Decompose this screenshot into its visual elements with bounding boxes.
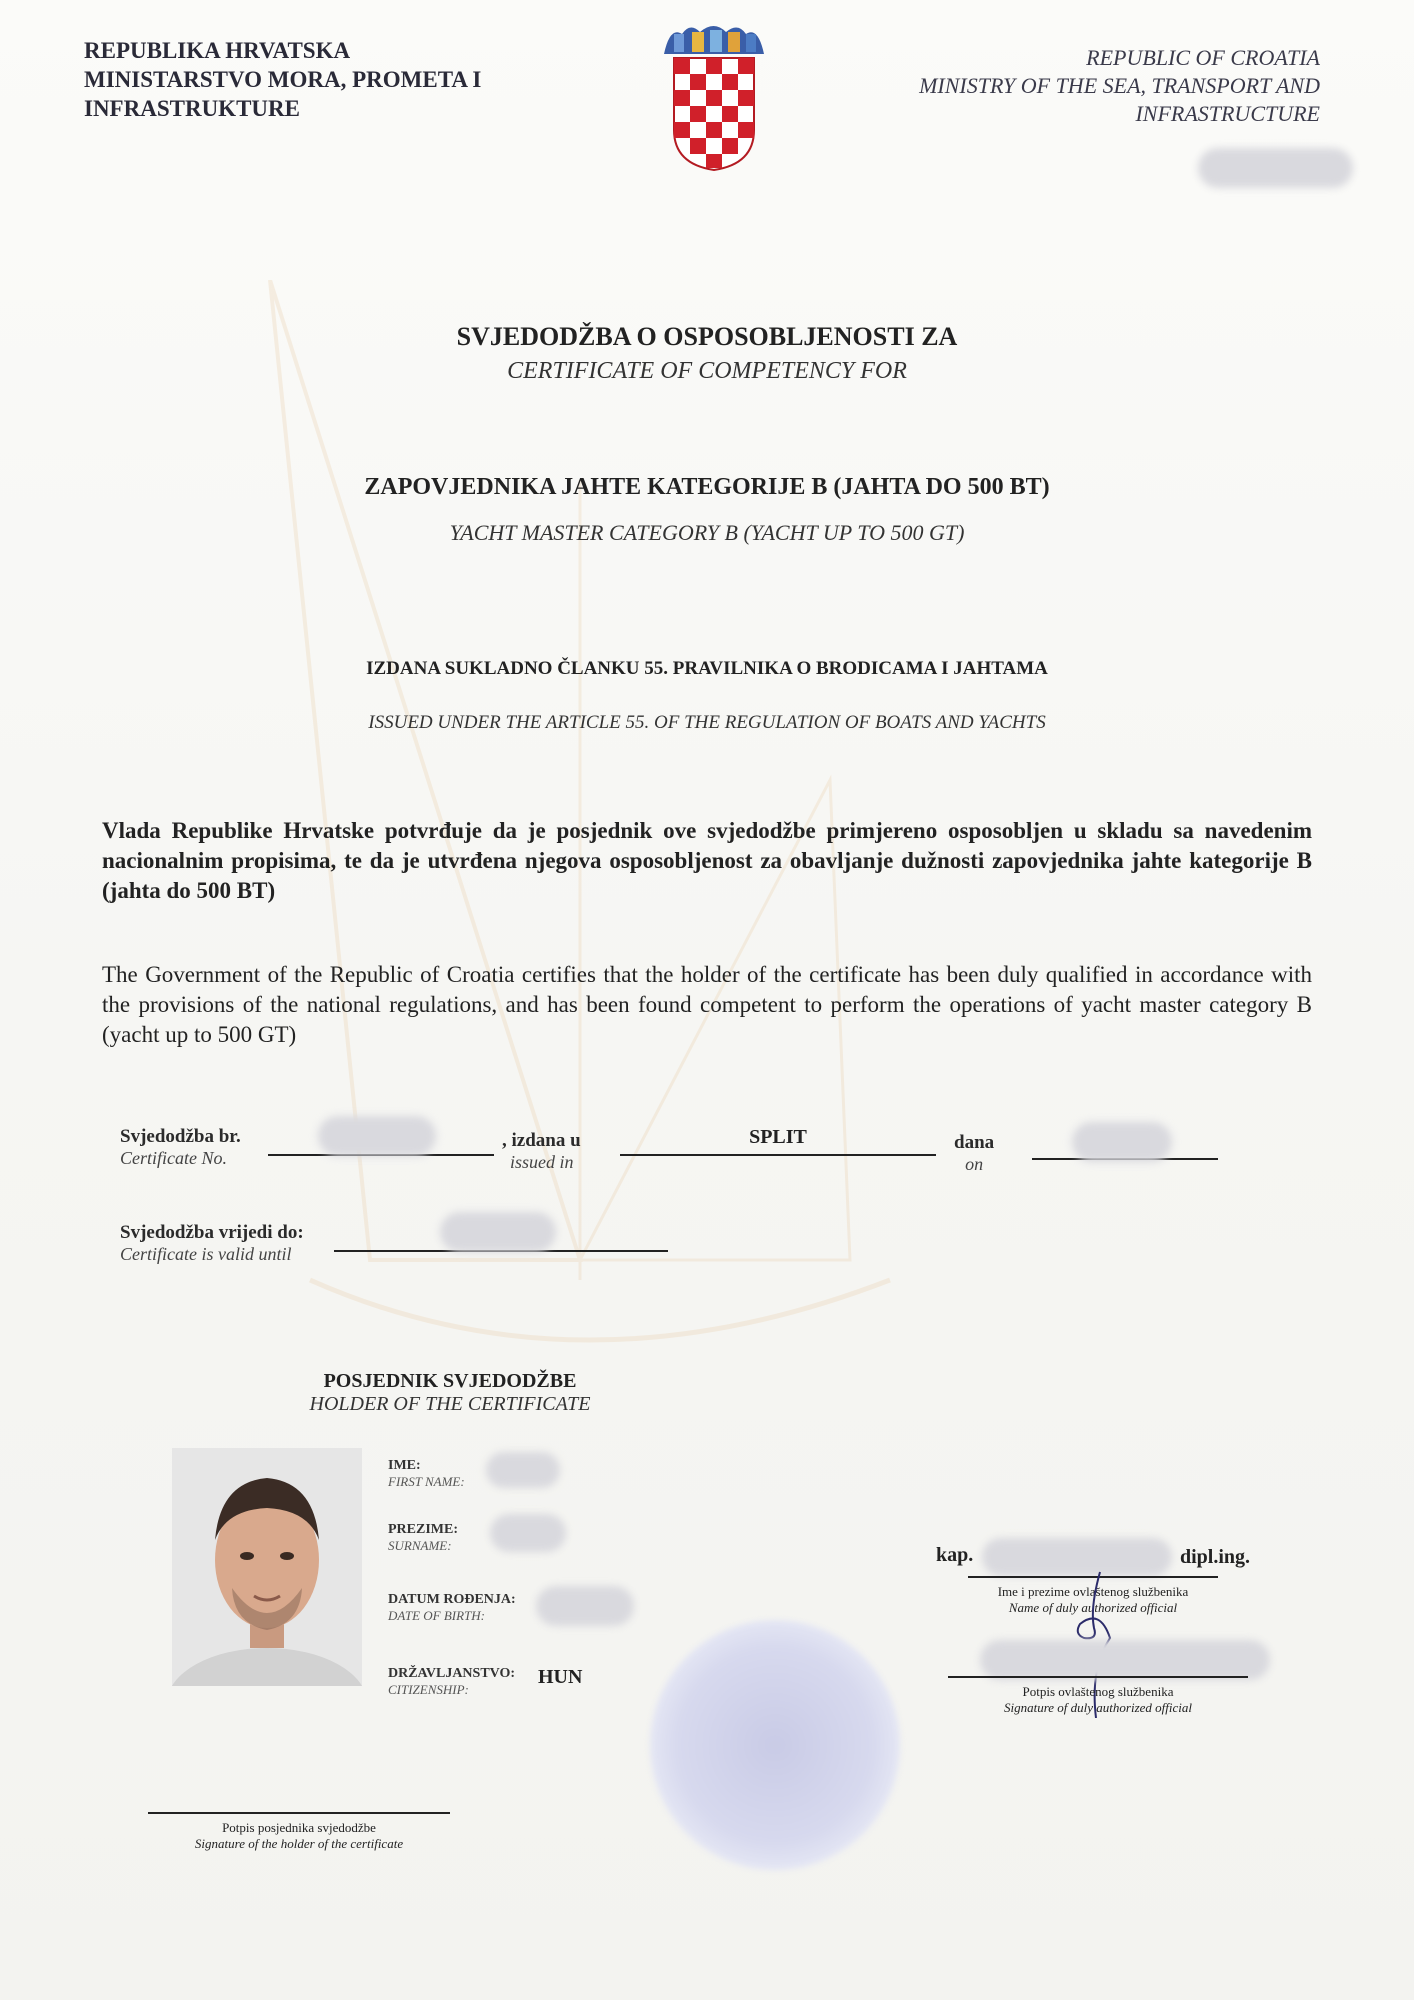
title-en: CERTIFICATE OF COMPETENCY FOR <box>507 358 907 384</box>
valid-until-hr: Svjedodžba vrijedi do: <box>120 1222 304 1243</box>
holder-heading-hr: POSJEDNIK SVJEDODŽBE <box>323 1370 577 1392</box>
redacted-first-name <box>486 1452 560 1488</box>
citizenship-en: CITIZENSHIP: <box>388 1682 469 1697</box>
date-of-birth-label <box>388 1592 516 1624</box>
surname-label <box>388 1522 458 1554</box>
header-right-line-2: MINISTRY OF THE SEA, TRANSPORT AND <box>919 73 1320 98</box>
official-signature-en: Signature of duly authorized official <box>1003 1700 1192 1715</box>
holder-signature-en: Signature of the holder of the certificate <box>194 1836 404 1851</box>
holder-signature-hr: Potpis posjednika svjedodžbe <box>222 1820 376 1835</box>
redacted-valid-until <box>440 1212 556 1252</box>
official-suffix: dipl.ing. <box>1180 1546 1251 1568</box>
header-left <box>84 36 481 123</box>
citizenship-value: HUN <box>538 1666 583 1688</box>
issued-in-en: issued in <box>510 1152 574 1172</box>
redacted-cert-number <box>318 1116 436 1156</box>
header-left-line-2: MINISTARSTVO MORA, PROMETA I <box>84 67 482 92</box>
holder-heading <box>290 1370 610 1416</box>
holder-heading-en: HOLDER OF THE CERTIFICATE <box>309 1393 591 1415</box>
subtitle-en: YACHT MASTER CATEGORY B (YACHT UP TO 500 GT) <box>449 520 965 545</box>
official-signature-label <box>948 1684 1248 1716</box>
date-en: on <box>965 1154 984 1174</box>
header-right-line-1: REPUBLIC OF CROATIA <box>1086 45 1320 70</box>
surname-hr: PREZIME: <box>388 1522 458 1537</box>
citizenship-hr: DRŽAVLJANSTVO: <box>388 1666 516 1681</box>
redacted-date-of-birth <box>536 1586 634 1626</box>
body-en: The Government of the Republic of Croatia certifies that the holder of the certificate has been duly qualified in accordance with the provisions of the national regulations, and has been found competent to perform the operations of yacht master category B (yacht up to 500 GT) <box>102 962 1312 1047</box>
official-signature-hr: Potpis ovlaštenog službenika <box>1022 1684 1174 1699</box>
body-hr: Vlada Republike Hrvatske potvrđuje da je posjednik ove svjedodžbe primjereno osposobljen u skladu sa navedenim nacionalnim propisima, te da je utvrđena njegova osposobljenost za obavljanje dužnosti zapovjednika jahte kategorije B (jahta do 500 BT) <box>102 818 1312 903</box>
cert-number-en: Certificate No. <box>120 1148 227 1168</box>
issued-en: ISSUED UNDER THE ARTICLE 55. OF THE REGULATION OF BOATS AND YACHTS <box>368 712 1046 733</box>
croatian-coat-of-arms-icon <box>660 20 768 172</box>
redacted-reference <box>1198 148 1353 188</box>
official-prefix: kap. <box>936 1544 974 1566</box>
cert-number-hr: Svjedodžba br. <box>120 1126 241 1147</box>
holder-signature-line <box>148 1812 450 1814</box>
first-name-hr: IME: <box>388 1458 421 1473</box>
title-hr: SVJEDODŽBA O OSPOSOBLJENOSTI ZA <box>456 322 958 351</box>
official-name-hr: Ime i prezime ovlaštenog službenika <box>997 1584 1189 1599</box>
official-signature-line <box>948 1676 1248 1678</box>
first-name-label <box>388 1458 465 1490</box>
header-right-line-3: INFRASTRUCTURE <box>1135 101 1320 126</box>
first-name-en: FIRST NAME: <box>388 1474 465 1489</box>
issued-in-value: SPLIT <box>749 1126 807 1148</box>
official-stamp <box>650 1620 900 1870</box>
header-left-line-1: REPUBLIKA HRVATSKA <box>84 38 351 63</box>
header-left-line-3: INFRASTRUKTURE <box>84 96 300 121</box>
redacted-issue-date <box>1072 1122 1172 1162</box>
valid-until-label <box>120 1222 304 1265</box>
citizenship-label <box>388 1666 515 1698</box>
cert-number-label <box>120 1126 241 1169</box>
redacted-official-signature <box>980 1640 1270 1680</box>
header-right <box>919 44 1320 128</box>
surname-en: SURNAME: <box>388 1538 452 1553</box>
date-of-birth-hr: DATUM ROĐENJA: <box>388 1592 516 1607</box>
date-hr: dana <box>954 1132 995 1153</box>
issued-in-line <box>620 1154 936 1156</box>
issued-hr: IZDANA SUKLADNO ČLANKU 55. PRAVILNIKA O BRODICAMA I JAHTAMA <box>366 658 1048 679</box>
official-name-en: Name of duly authorized official <box>1008 1600 1178 1615</box>
subtitle-hr: ZAPOVJEDNIKA JAHTE KATEGORIJE B (JAHTA DO 500 BT) <box>364 474 1050 500</box>
issued-in-label <box>502 1130 581 1173</box>
date-label <box>954 1132 994 1175</box>
redacted-surname <box>490 1514 566 1552</box>
valid-until-en: Certificate is valid until <box>120 1244 292 1264</box>
holder-signature-label <box>148 1820 450 1852</box>
issued-in-hr: , izdana u <box>502 1130 581 1151</box>
holder-photo <box>172 1448 362 1686</box>
date-of-birth-en: DATE OF BIRTH: <box>388 1608 486 1623</box>
